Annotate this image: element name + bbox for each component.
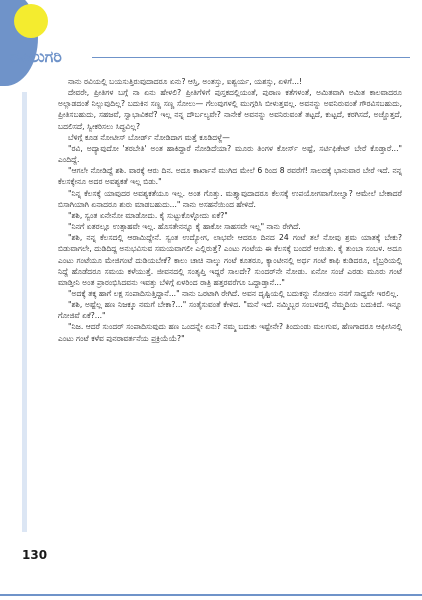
body-text — [58, 76, 402, 344]
paragraph: "ರವಿ, ಅದ್ಯಾವುದೋ 'ತರಬೇತಿ' ಅಂತ ಹಾಕಿದ್ದಾರೆ ನೋಡಿದೆಯಾ? ಮೂರು ತಿಂಗಳ ಕೋರ್ಸ್ ಅಷ್ಟೆ, ಸರ್ಟಿಫಿಕೇಟ್ ಬೇರೆ ಕೊಡ್ತಾರೆ..." ಎಂದಿದ್ದೆ. — [58, 143, 402, 165]
page-number: 130 — [22, 548, 48, 562]
paragraph: "ಶಶಿ, ಅಷ್ಟೆಲ್ಲ ಹಣ ನಿಜಕ್ಕೂ ನಮಗೆ ಬೇಕಾ?..." ಸಂತೈಸುವಂತೆ ಕೇಳಿದ. "ಮನೆ ಇದೆ. ನಮ್ಮಿಬ್ಬರ ಸಂಬಳದಲ್ಲಿ ನೆಮ್ಮದಿಯ ಬದುಕಿದೆ. ಇನ್ನೂ ಗೋಜಿವೆ ಏಕೆ?..." — [58, 300, 402, 321]
paragraph: "ಶಶಿ, ಸ್ವಂತ ಏನೇನೋ ಮಾಡೋದು. ಕೈ ಸುಟ್ಟುಕೊಳ್ಳೋದು ಏಕೆ?" — [68, 210, 228, 220]
paragraph: "ನಿನ್ನ ಕೆಲಸಕ್ಕೆ ಯಾವುದರ ಅವಶ್ಯಕತೆಯೂ ಇಲ್ಲ. ಅಂತ ಗೊತ್ತು. ಮತ್ತ್ಯಾವುದಾದರೂ ಕೆಲಸಕ್ಕೆ ಉಪಯೋಗವಾಗೋಲ್ವಾ? ಆಮೇಲೆ ಬೇಕಾದರೆ ಬಿಸಾಗಿಯಾಗಿ ಏನಾದರೂ ಶುರು ಮಾಡಬಹುದು..." ನಾನು ಅಸಹನೆಯಿಂದ ಹೇಳಿದೆ. — [58, 188, 402, 209]
section-title: ನವಿಲುಗರಿ — [10, 47, 62, 66]
paragraph: ಬೆಳಿಗ್ಗೆ ಕೂಡ ನೋಟೀಸ್ ಬೋರ್ಡ್ ನೋಡಿದಾಗ ಮತ್ತೆ ಕೂಡಿದಳ್ದೆ— — [68, 132, 230, 142]
decorative-yellow-circle — [14, 4, 48, 38]
paragraph: "ಶಶಿ, ನನ್ನ ಕೆಲಸದಲ್ಲಿ ಆರಾಮಿದ್ದೇನೆ. ಸ್ವಂತ ಉದ್ಯೋಗ, ಲಾಭವೇ ಆದರೂ ದಿನದ 24 ಗಂಟೆ ತಲೆ ನೋವು ಶ್ರಮ ಯಾತಕ್ಕೆ ಬೇಕು? ಬಿಡುವಾಗಲೇ, ದುಡಿದಿದ್ದ ಅನುಭವಿಸುವ ಸಮಯವಾಗಲೀ ಎಲ್ಲಿರುತ್ತೆ? ಎಂಟು ಗಂಟೆಯ ಈ ಕೆಲಸಕ್ಕೆ ಬಂದರೆ ಆಯಿತು. ಕೈ ತುಂಬಾ ಸಂಬಳ. ಅದೂ ಎಂಟು ಗಂಟೆಯೂ ಮೇಜಿಗಂಟೆ ದುಡಿಯಬೇಕೆ? ಕಾಲು ಚಾಚಿ ನಾಲ್ಕು ಗಂಟೆ ಕೂತರೂ, ಕ್ಯಾಂಟೀನಲ್ಲಿ ಅರ್ಧ ಗಂಟೆ ಕಾಫಿ ಕುಡಿದರೂ, ಲೈಬ್ರರಿಯಲ್ಲಿ ನಿದ್ದೆ ಹೊಡೆದರೂ ಸಮಯ ಕಳೆಯುತ್ತೆ. ಜೀವನದಲ್ಲಿ ಸಂತೃಪ್ತಿ ಇದ್ದರೆ ಸಾಲದೇ? ಸುಂದರ್‌ನೇ ನೋಡು. ಏನೋ ಸಂಜೆ ಎರಡು ಮೂರು ಗಂಟೆ ಮಾಡ್ತೀನಿ ಅಂತ ಪ್ರಾರಂಭಿಸಿದವನು ಇವತ್ತು ಬೆಳಿಗ್ಗೆ ಏಳರಿಂದ ರಾತ್ರಿ ಹತ್ತರವರೆಗೂ ಒದ್ದಾಡ್ತಾನೆ..." — [58, 233, 402, 287]
paragraph: "ನಿಜ. ಆದರೆ ಸುಂದರ್ ಸಂಪಾದಿಸುವುದು ಹಣ ಒಂದನ್ನೇ ಏನು? ನಮ್ಮ ಬದುಕು ಇಷ್ಟೇನೇ? ತಿಂದುಂಡು ಮಲಗುವ, ಹೆಣಗಾದರೂ ಆಫೀಸಿನಲ್ಲಿ ಎಂಟು ಗಂಟೆ ಕಳೆವ ಪುನರಾವರ್ತನೆಯ ಪ್ರಕ್ರಿಯೆಯೆ?" — [58, 322, 402, 343]
footer-rule — [0, 594, 422, 596]
paragraph: ದೇವರೇ, ಪ್ರೀತಿಗಳ ಬಗ್ಗೆ ನಾ ಏನು ಹೇಳಲಿ? ಪ್ರೀತಿಗೆಳಿಗೆ ಪುಸ್ತಕದಲ್ಲಿಯಂತೆ, ಪುರಾಣ ಕತೆಗಳಂತೆ, ಅಮಿತವಾಗಿ ಅಮಿತ ಕಾಲವಾದರೂ ಅಲ್ಲಾಡದಂತೆ ನಿಲ್ಲುವುದಿಲ್ಲ? ಬದುಕಿನ ಸಣ್ಣ ಸಣ್ಣ ಸೋಲು— ಗೆಲುವುಗಳಲ್ಲಿ ಮುಗ್ಗರಿಸಿ ಬೀಳುತ್ತವಲ್ಲ. ಅವನನ್ನು ಅವನಿರುವಂತೆ ಗೌರವಿಸಬಹುದು, ಪ್ರೀತಿಸಬಹುದು, ಸಹಜವೆ, ಸ್ವಾಭಾವಿಕವೆ? ಇಲ್ಲ ನನ್ನ ದೌರ್ಬಲ್ಯವೇ? ನಾನೇಕೆ ಅವನನ್ನು ಅವನಿರುವಂತೆ ತಟ್ಟದೆ, ಕುಟ್ಟದೆ, ಕರಗಿಸದೆ, ಅಚ್ಚೊತ್ತದೆ, ಬದಲಿಸದೆ, ಸ್ವೀಕರಿಸಲು ಸಿದ್ಧವಿಲ್ಲ? — [58, 88, 402, 131]
paragraph: ನಾನು ರವಿಯಲ್ಲಿ ಬಯಸುತ್ತಿರುವುದಾದರೂ ಏನು? ಆಸ್ತಿ, ಅಂತಸ್ತು, ಐಶ್ವರ್ಯ, ಯಶಸ್ಸು, ಏಳಿಗೆ...! — [68, 77, 303, 86]
paragraph: "ಅದಕ್ಕೆ ತಕ್ಕ ಹಾಗೆ ಲಕ್ಷ ಸಂಪಾದಿಸುತ್ತಿದ್ದಾನೆ..." ನಾನು ಒರಟಾಗಿ ರೇಗಿದೆ. ಅವನ ದೃಷ್ಟಿಯಲ್ಲಿ ಬದುಕನ್ನು ನೋಡಲು ನನಗೆ ಸಾಧ್ಯವೇ ಇರಲಿಲ್ಲ. — [68, 288, 399, 298]
paragraph: "ಆಗಲೇ ನೋಡಿದ್ದೆ ಶಶಿ. ವಾರಕ್ಕೆ ಆರು ದಿನ. ಅದೂ ಕಾರ್ಖಾನೆ ಮುಗಿದ ಮೇಲೆ 6 ರಿಂದ 8 ರವರೆಗೆ! ಸಾಲದಕ್ಕೆ ಭಾನುವಾರ ಬೇರೆ ಇದೆ. ನನ್ನ ಕೆಲಸಕ್ಕೇನೂ ಅದರ ಅವಶ್ಯಕತೆ ಇಲ್ಲ ಬಿಡು." — [58, 166, 402, 187]
margin-bar — [22, 92, 27, 532]
header-rule — [92, 57, 410, 58]
paragraph: "ನಿನಗೆ ಏತರಲ್ಲೂ ಉತ್ಸಾಹವೇ ಇಲ್ಲ. ಹೊಸತೇನನ್ನೂ ಕೈ ಹಾಕೋ ಸಾಹಸವೇ ಇಲ್ಲ" ನಾನು ರೇಗಿದೆ. — [68, 222, 301, 232]
section-header — [0, 46, 410, 68]
